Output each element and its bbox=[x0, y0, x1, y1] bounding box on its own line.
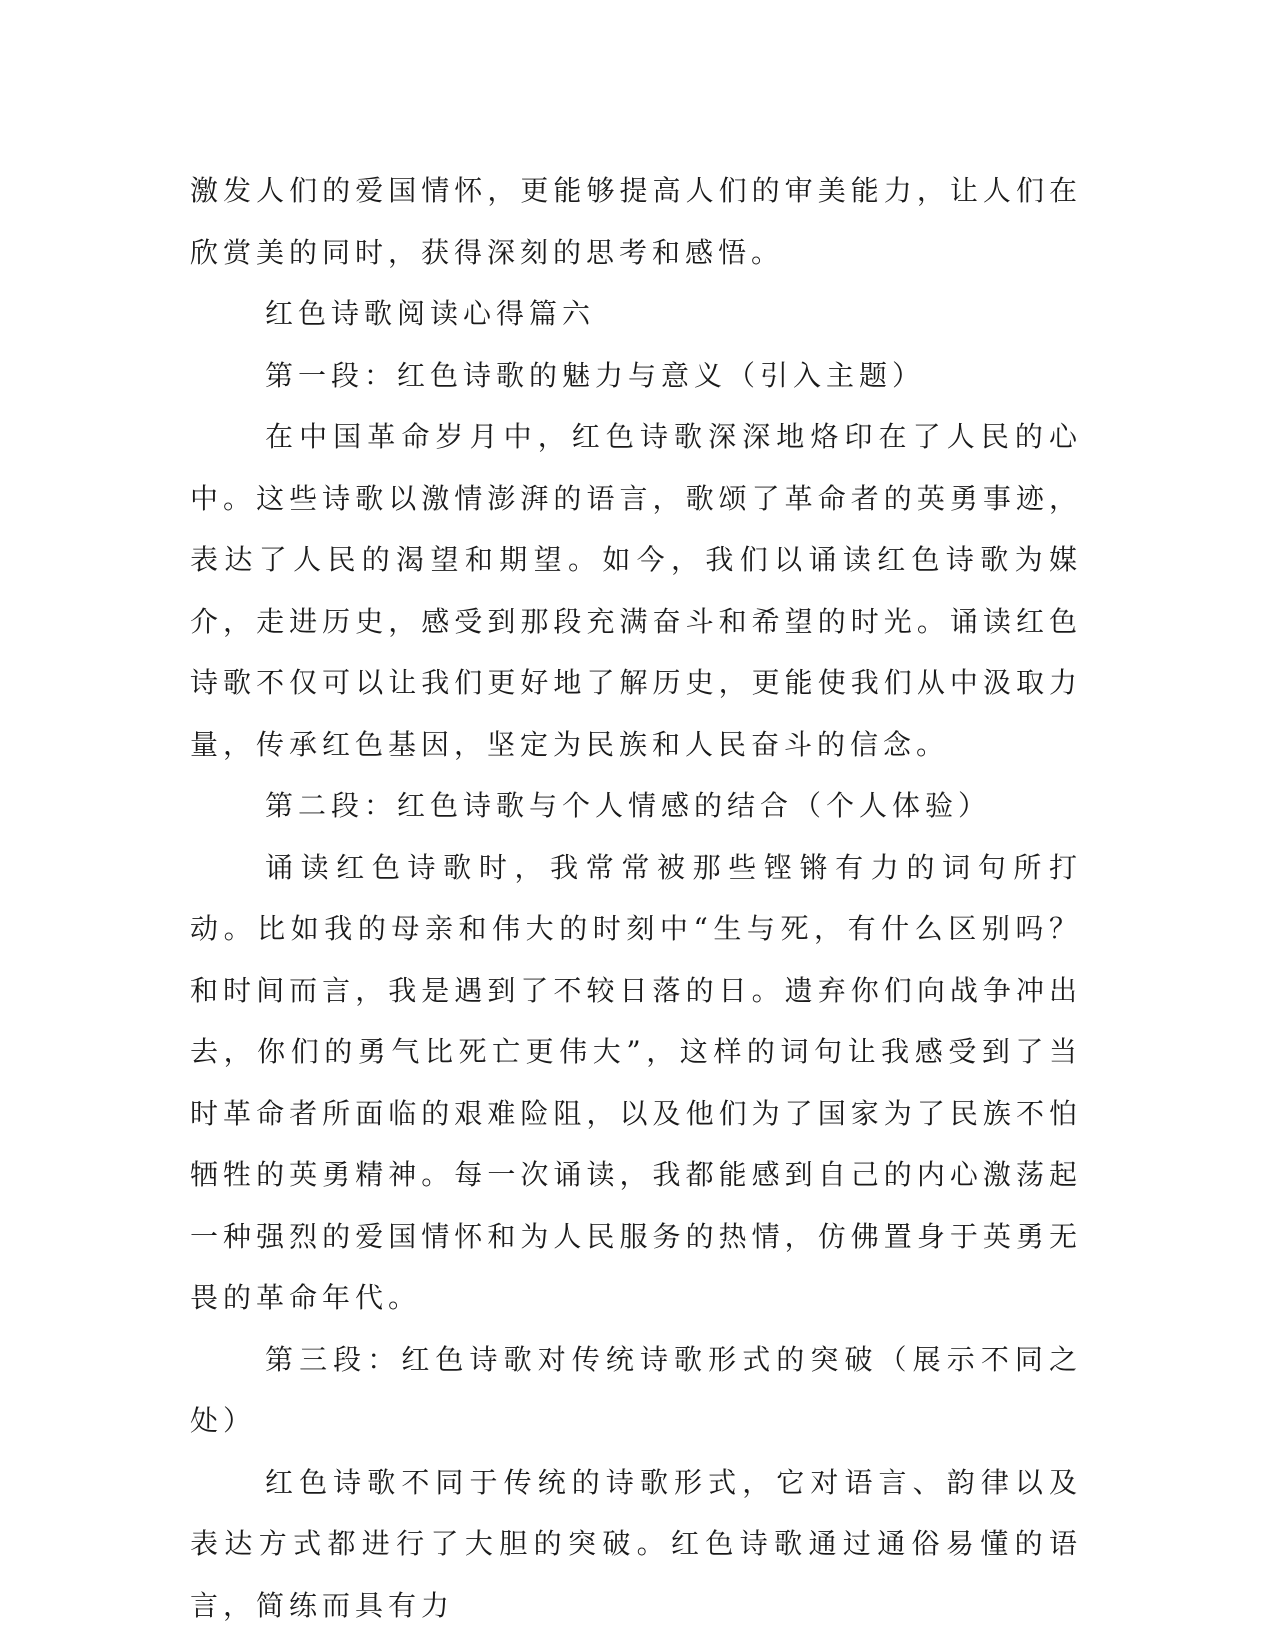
heading-part-two: 第二段：红色诗歌与个人情感的结合（个人体验） bbox=[265, 789, 992, 822]
paragraph-continuation: 激发人们的爱国情怀，更能够提高人们的审美能力，让人们在欣赏美的同时，获得深刻的思考和感悟。 bbox=[190, 174, 1082, 269]
paragraph-part-two: 诵读红色诗歌时，我常常被那些铿锵有力的词句所打动。比如我的母亲和伟大的时刻中“生与死，有什么区别吗？和时间而言，我是遇到了不较日落的日。遗弃你们向战争冲出去，你们的勇气比死亡更伟大”，这样的词句让我感受到了当时革命者所面临的艰难险阻，以及他们为了国家为了民族不怕牺牲的英勇精神。每一次诵读，我都能感到自己的内心激荡起一种强烈的爱国情怀和为人民服务的热情，仿佛置身于英勇无畏的革命年代。 bbox=[190, 850, 1082, 1314]
section-title: 红色诗歌阅读心得篇六 bbox=[265, 297, 596, 330]
document-body bbox=[190, 160, 1082, 1636]
heading-part-three: 第三段：红色诗歌对传统诗歌形式的突破（展示不同之处） bbox=[190, 1342, 1082, 1437]
paragraph-part-one: 在中国革命岁月中，红色诗歌深深地烙印在了人民的心中。这些诗歌以激情澎湃的语言，歌颂了革命者的英勇事迹，表达了人民的渴望和期望。如今，我们以诵读红色诗歌为媒介，走进历史，感受到那段充满奋斗和希望的时光。诵读红色诗歌不仅可以让我们更好地了解历史，更能使我们从中汲取力量，传承红色基因，坚定为民族和人民奋斗的信念。 bbox=[190, 420, 1082, 761]
heading-part-one: 第一段：红色诗歌的魅力与意义（引入主题） bbox=[265, 358, 926, 392]
paragraph-part-three: 红色诗歌不同于传统的诗歌形式，它对语言、韵律以及表达方式都进行了大胆的突破。红色诗歌通过通俗易懂的语言，简练而具有力 bbox=[190, 1465, 1082, 1622]
